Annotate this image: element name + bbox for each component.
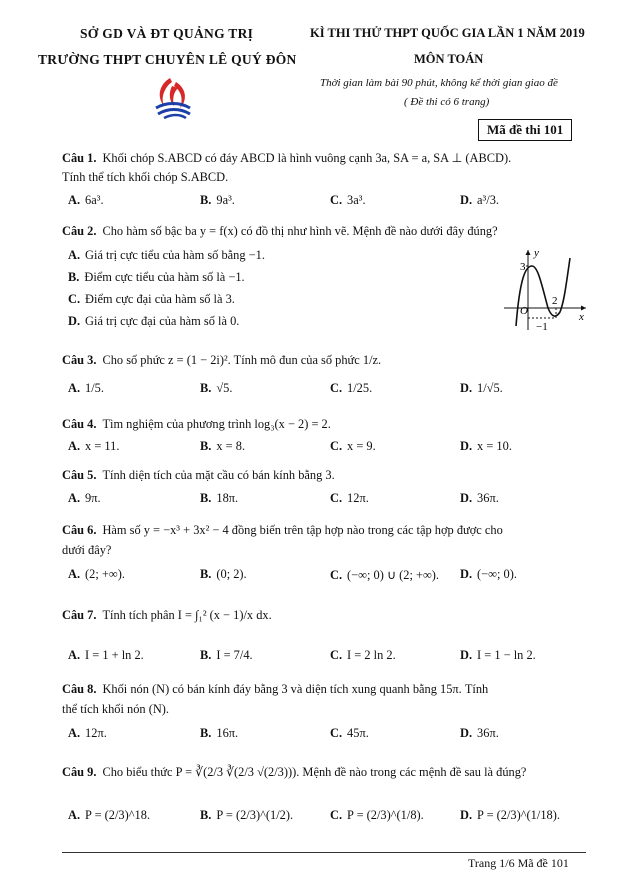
option-d[interactable]: D. P = (2/3)^(1/18). <box>460 808 560 822</box>
option-c[interactable]: C. 45π. <box>330 726 369 740</box>
option-d[interactable]: D. (−∞; 0). <box>460 567 517 581</box>
option-c[interactable]: C. 1/25. <box>330 381 373 395</box>
question-2: Câu 2. Cho hàm số bậc ba y = f(x) có đồ thị như hình vẽ. Mệnh đề nào dưới đây đúng? <box>62 224 498 238</box>
option-d[interactable]: D. 1/√5. <box>460 381 503 395</box>
option-d[interactable]: D. 36π. <box>460 726 499 740</box>
question-8: Câu 8. Khối nón (N) có bán kính đáy bằng 3 và diện tích xung quanh bằng 15π. Tính <box>62 682 489 696</box>
option-a[interactable]: A. P = (2/3)^18. <box>68 808 151 822</box>
page-footer: Trang 1/6 Mã đề 101 <box>468 856 569 870</box>
option-b[interactable]: B. 16π. <box>200 726 239 740</box>
option-d[interactable]: D. a³/3. <box>460 193 499 207</box>
option-c[interactable]: C. 12π. <box>330 491 369 505</box>
exam-title: KÌ THI THỬ THPT QUỐC GIA LẦN 1 NĂM 2019 <box>310 26 585 40</box>
department-name: SỞ GD VÀ ĐT QUẢNG TRỊ <box>80 26 254 41</box>
x-tick-label: 2 <box>552 295 558 307</box>
origin-label: O <box>520 305 528 317</box>
option-b[interactable]: B. P = (2/3)^(1/2). <box>200 808 294 822</box>
option-d[interactable]: D. Giá trị cực đại của hàm số là 0. <box>68 314 240 328</box>
option-c[interactable]: C. (−∞; 0) ∪ (2; +∞). <box>330 568 440 582</box>
question-8-line2: thể tích khối nón (N). <box>62 702 170 716</box>
question-1-line2: Tính thể tích khối chóp S.ABCD. <box>62 170 229 184</box>
school-name: TRƯỜNG THPT CHUYÊN LÊ QUÝ ĐÔN <box>38 52 297 67</box>
option-b[interactable]: B. x = 8. <box>200 439 246 453</box>
question-3: Câu 3. Cho số phức z = (1 − 2i)². Tính mô đun của số phức 1/z. <box>62 353 382 367</box>
option-a[interactable]: A. 1/5. <box>68 381 104 395</box>
school-logo <box>150 74 196 120</box>
question-4: Câu 4. Tìm nghiệm của phương trình log₃(x − 2) = 2. <box>62 417 331 431</box>
footer-divider <box>62 852 586 853</box>
option-a[interactable]: A. 6a³. <box>68 193 104 207</box>
option-b[interactable]: B. (0; 2). <box>200 567 247 581</box>
question-1 <box>62 150 511 166</box>
exam-code-box: Mã đề thi 101 <box>478 119 572 141</box>
min-value-label: −1 <box>536 321 548 332</box>
option-a[interactable]: A. Giá trị cực tiểu của hàm số bằng −1. <box>68 248 265 262</box>
question-7: Câu 7. Tính tích phân I = ∫₁² (x − 1)/x dx. <box>62 608 272 622</box>
max-value-label: 3 <box>520 261 526 273</box>
option-b[interactable]: B. √5. <box>200 381 233 395</box>
option-a[interactable]: A. 12π. <box>68 726 107 740</box>
time-note: Thời gian làm bài 90 phút, không kể thời gian giao đề <box>320 77 558 89</box>
option-a[interactable]: A. (2; +∞). <box>68 567 125 581</box>
question-label: Câu 1. <box>62 151 97 165</box>
question-text: Khối chóp S.ABCD có đáy ABCD là hình vuông cạnh 3a, SA = a, SA ⊥ (ABCD). <box>102 151 512 165</box>
option-b[interactable]: B. Điểm cực tiểu của hàm số là −1. <box>68 270 245 284</box>
option-d[interactable]: D. x = 10. <box>460 439 512 453</box>
x-label: x <box>579 311 584 323</box>
option-a[interactable]: A. I = 1 + ln 2. <box>68 648 144 662</box>
question-6: Câu 6. Hàm số y = −x³ + 3x² − 4 đồng biến trên tập hợp nào trong các tập hợp được cho <box>62 523 503 537</box>
option-a[interactable]: A. 9π. <box>68 491 101 505</box>
y-label: y <box>534 247 539 259</box>
option-c[interactable]: C. I = 2 ln 2. <box>330 648 396 662</box>
cubic-function-graph <box>500 246 590 332</box>
question-9: Câu 9. Cho biểu thức P = ∛(2/3 ∛(2/3 √(2/3))). Mệnh đề nào trong các mệnh đề sau là đúng? <box>62 765 527 779</box>
question-5: Câu 5. Tính diện tích của mặt cầu có bán kính bằng 3. <box>62 468 335 482</box>
option-c[interactable]: C. Điểm cực đại của hàm số là 3. <box>68 292 235 306</box>
option-d[interactable]: D. 36π. <box>460 491 499 505</box>
option-c[interactable]: C. x = 9. <box>330 439 376 453</box>
option-b[interactable]: B. 18π. <box>200 491 239 505</box>
option-a[interactable]: A. x = 11. <box>68 439 120 453</box>
question-6-line2: dưới đây? <box>62 543 112 557</box>
option-c[interactable]: C. 3a³. <box>330 193 366 207</box>
subject-title: MÔN TOÁN <box>414 52 484 66</box>
option-b[interactable]: B. 9a³. <box>200 193 235 207</box>
option-b[interactable]: B. I = 7/4. <box>200 648 253 662</box>
pages-note: ( Đề thi có 6 trang) <box>404 96 490 108</box>
option-c[interactable]: C. P = (2/3)^(1/8). <box>330 808 424 822</box>
option-d[interactable]: D. I = 1 − ln 2. <box>460 648 536 662</box>
